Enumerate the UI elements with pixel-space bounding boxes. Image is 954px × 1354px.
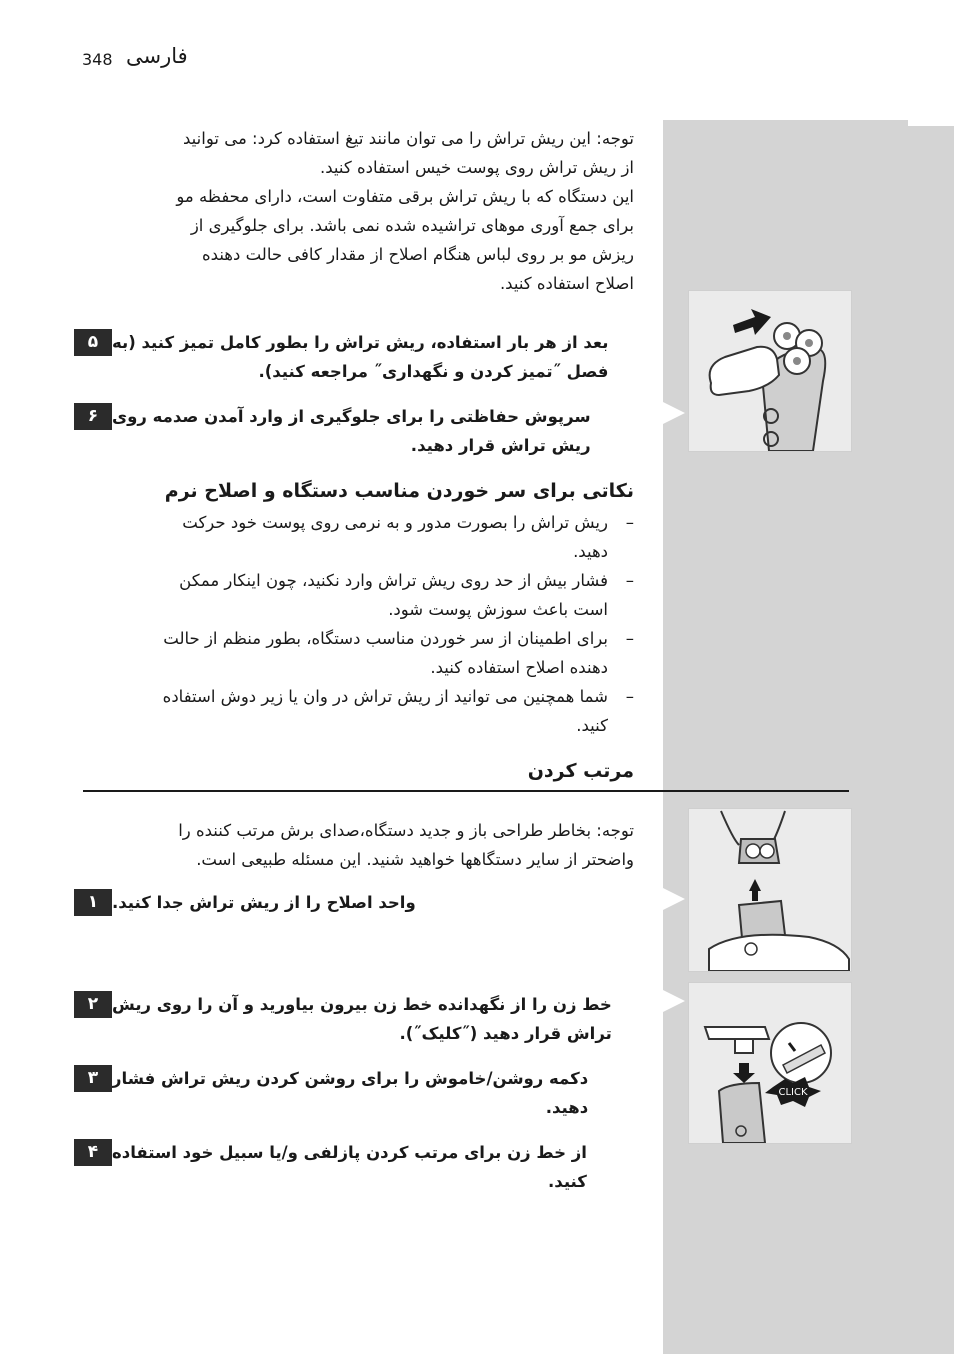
step-line: بعد از هر بار استفاده، ریش تراش را بطور کامل تمیز کنید (به <box>112 333 609 352</box>
note-line: برای جمع آوری موهای تراشیده شده نمی باشد. برای جلوگیری از <box>190 216 634 235</box>
page-number: 348 <box>82 50 113 69</box>
list-item <box>74 682 634 740</box>
step-text <box>112 402 591 460</box>
list-item-line: فشار بیش از حد روی ریش تراش وارد نکنید، چون اینکار ممکن <box>179 571 608 590</box>
side-panel-notch <box>908 120 954 126</box>
list-item-line: ریش تراش را بصورت مدور و به نرمی روی پوست خود حرکت <box>182 513 608 532</box>
trimmer-click-illustration <box>688 982 852 1144</box>
step-number: ۲ <box>74 991 112 1018</box>
step-text <box>112 1138 587 1196</box>
list-item <box>74 624 634 682</box>
step-line: از خط زن برای مرتب کردن پازلفی و/یا سبیل خود استفاده <box>112 1143 587 1162</box>
callout-pointer <box>663 990 685 1012</box>
language-title: فارسی <box>126 44 188 68</box>
step-line: واحد اصلاح را از ریش تراش جدا کنید. <box>112 893 416 912</box>
list-item-line: کنید. <box>576 716 608 735</box>
callout-pointer <box>663 402 685 424</box>
trimming-heading: مرتب کردن <box>527 760 634 782</box>
step-2 <box>74 990 634 1048</box>
step-1 <box>74 888 634 917</box>
step-text <box>112 1064 588 1122</box>
list-item <box>74 566 634 624</box>
step-number: ۵ <box>74 329 112 356</box>
list-item <box>74 508 634 566</box>
section-divider <box>83 790 849 792</box>
step-line: دهید. <box>545 1098 589 1117</box>
tips-heading: نکاتی برای سر خوردن مناسب دستگاه و اصلاح نرم <box>164 480 634 502</box>
note-line: توجه: این ریش تراش را می توان مانند تیغ استفاده کرد: می توانید <box>183 129 634 148</box>
step-number: ۳ <box>74 1065 112 1092</box>
list-item-line: است باعث سوزش پوست شود. <box>388 600 608 619</box>
step-line: کنید. <box>548 1172 587 1191</box>
dash-bullet: – <box>625 687 634 706</box>
step-3 <box>74 1064 634 1122</box>
note-line: توجه: بخاطر طراحی باز و جدید دستگاه،صدای برش مرتب کننده را <box>178 821 634 840</box>
shaver-cap-illustration <box>688 290 852 452</box>
dash-bullet: – <box>625 629 634 648</box>
step-6 <box>74 402 634 460</box>
step-line: خط زن را از نگهدانده خط زن بیرون بیاورید و آن را روی ریش <box>112 995 612 1014</box>
step-5 <box>74 328 634 386</box>
dash-bullet: – <box>625 571 634 590</box>
note-line: واضحتر از سایر دستگاهها خواهید شنید. این مسئله طبیعی است. <box>196 850 634 869</box>
page-header <box>82 42 222 76</box>
tips-list <box>74 508 634 740</box>
step-line: دکمه روشن/خاموش را برای روشن کردن ریش تراش فشار <box>112 1069 589 1088</box>
note-line: از ریش تراش روی پوست خیس استفاده کنید. <box>320 158 634 177</box>
step-line: تراش قرار دهید (˝کلیک˝). <box>399 1024 612 1043</box>
step-text <box>112 888 416 917</box>
step-number: ۴ <box>74 1139 112 1166</box>
note-line: ریزش مو بر روی لباس هنگام اصلاح از مقدار کافی حالت دهنده <box>202 245 634 264</box>
dash-bullet: – <box>625 513 634 532</box>
click-label: CLICK <box>778 1087 808 1098</box>
remove-unit-drawing <box>689 809 851 971</box>
list-item-line: برای اطمینان از سر خوردن مناسب دستگاه، بطور منظم از حالت <box>163 629 608 648</box>
list-item-line: دهید. <box>573 542 608 561</box>
list-item-line: شما همچنین می توانید از ریش تراش در وان یا زیر دوش استفاده <box>162 687 608 706</box>
trimmer-click-drawing <box>689 983 851 1143</box>
trimming-note <box>74 816 634 874</box>
step-line: ریش تراش قرار دهید. <box>410 436 591 455</box>
list-item-line: دهنده اصلاح استفاده کنید. <box>430 658 608 677</box>
note-line: این دستگاه که با ریش تراش برقی متفاوت است، دارای محفظه مو <box>176 187 634 206</box>
shaver-cap-drawing <box>689 291 851 451</box>
note-paragraph <box>74 124 634 298</box>
step-line: سرپوش حفاظتی را برای جلوگیری از وارد آمدن صدمه روی <box>112 407 591 426</box>
step-text <box>112 328 608 386</box>
step-number: ۶ <box>74 403 112 430</box>
callout-pointer <box>663 888 685 910</box>
note-line: اصلاح استفاده کنید. <box>499 274 634 293</box>
step-number: ۱ <box>74 889 112 916</box>
step-line: فصل ˝تمیز کردن و نگهداری˝ مراجعه کنید). <box>258 362 609 381</box>
remove-unit-illustration <box>688 808 852 972</box>
step-4 <box>74 1138 634 1196</box>
step-text <box>112 990 612 1048</box>
